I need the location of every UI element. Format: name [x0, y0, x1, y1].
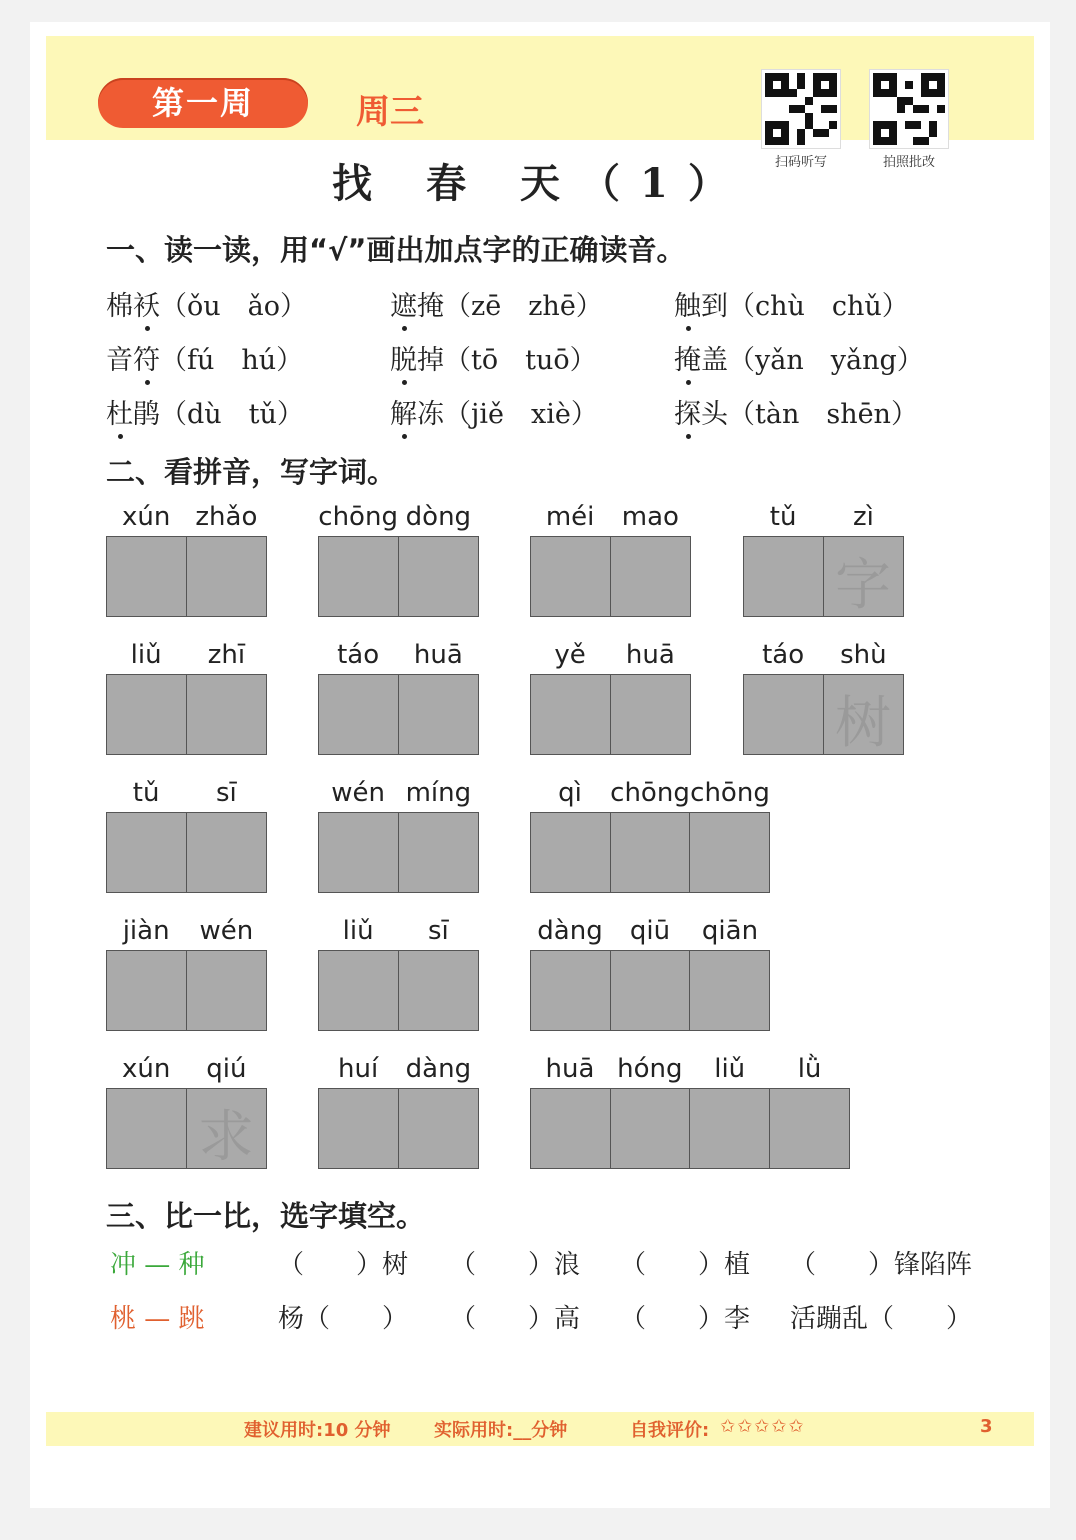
word-char: 音: [106, 345, 133, 376]
qr-photo-caption: 拍照批改: [868, 151, 950, 170]
pinyin-row: [318, 640, 479, 674]
pinyin-options: （zē zhē）: [444, 291, 603, 322]
pinyin-syllable: dàng: [405, 1054, 472, 1084]
pinyin-syllable: táo: [762, 640, 805, 670]
writing-grid-group: [106, 640, 267, 755]
section3-row: [110, 1298, 1010, 1338]
writing-grid-group: [530, 640, 691, 755]
section1-row: [106, 392, 1006, 432]
tianzige-cell[interactable]: [398, 950, 479, 1031]
word-char: 盖: [701, 345, 728, 376]
word-char: 掉: [417, 345, 444, 376]
tianzige-cell[interactable]: [398, 1088, 479, 1169]
pinyin-row: [318, 916, 479, 950]
pinyin-syllable: chōng: [318, 502, 398, 532]
pinyin-row: [106, 502, 267, 536]
pinyin-row: [530, 916, 770, 950]
pinyin-syllable: liǔ: [342, 916, 374, 946]
section1-heading: 一、读一读，用“√”画出加点字的正确读音。: [106, 233, 686, 267]
hint-character: 字: [835, 553, 891, 618]
tianzige-row: [743, 674, 904, 755]
fill-blank[interactable]: （ ）植: [620, 1250, 751, 1280]
tianzige-cell[interactable]: [610, 1088, 691, 1169]
word-char: 探: [674, 399, 701, 430]
pinyin-syllable: qiū: [629, 916, 671, 946]
writing-grid-group: [318, 502, 479, 617]
word-char: 遮: [390, 291, 417, 322]
pinyin-syllable: jiàn: [122, 916, 170, 946]
word-char: 触: [674, 291, 701, 322]
day-label: 周三: [356, 92, 424, 132]
pinyin-row: [318, 502, 479, 536]
writing-grid-group: [530, 502, 691, 617]
tianzige-cell[interactable]: [743, 674, 824, 755]
pinyin-syllable: chōng: [610, 778, 690, 808]
tianzige-cell[interactable]: [186, 812, 267, 893]
fill-blank[interactable]: 活蹦乱（ ）: [790, 1304, 973, 1334]
tianzige-row: [318, 812, 479, 893]
pinyin-choice-item[interactable]: [106, 338, 303, 377]
writing-grid-group: [318, 1054, 479, 1169]
tianzige-cell[interactable]: [530, 1088, 611, 1169]
tianzige-row: [743, 536, 904, 617]
pinyin-options: （tō tuō）: [444, 345, 597, 376]
pinyin-row: [530, 778, 770, 812]
tianzige-cell[interactable]: [530, 674, 611, 755]
pinyin-syllable: qiú: [206, 1054, 247, 1084]
fill-blank[interactable]: （ ）李: [620, 1304, 751, 1334]
tianzige-cell[interactable]: [398, 536, 479, 617]
writing-grid-group: [743, 502, 904, 617]
char-pair: 冲 — 种: [110, 1250, 205, 1280]
pinyin-syllable: zì: [852, 502, 874, 532]
tianzige-row: [530, 674, 691, 755]
pinyin-row: [743, 502, 904, 536]
tianzige-row: [318, 674, 479, 755]
pinyin-choice-item[interactable]: [390, 338, 597, 377]
rating-stars-icon[interactable]: ✩✩✩✩✩: [720, 1416, 806, 1437]
fill-blank[interactable]: （ ）高: [450, 1304, 581, 1334]
tianzige-row: [106, 1088, 267, 1169]
pinyin-options: （jiě xiè）: [444, 399, 598, 430]
pinyin-syllable: yě: [554, 640, 586, 670]
pinyin-syllable: xún: [121, 1054, 171, 1084]
word-char: 掩: [674, 345, 701, 376]
tianzige-row: [106, 950, 267, 1031]
tianzige-cell[interactable]: [823, 674, 904, 755]
pinyin-syllable: tǔ: [132, 778, 160, 808]
word-char: 冻: [417, 399, 444, 430]
word-char: 袄: [133, 291, 160, 322]
week-badge: 第一周: [98, 78, 308, 128]
section3-row: [110, 1244, 1010, 1284]
tianzige-cell[interactable]: [318, 1088, 399, 1169]
writing-grid-group: [743, 640, 904, 755]
tianzige-cell[interactable]: [823, 536, 904, 617]
pinyin-syllable: sī: [427, 916, 449, 946]
tianzige-cell[interactable]: [689, 1088, 770, 1169]
pinyin-choice-item[interactable]: [674, 338, 924, 377]
writing-grid-group: [530, 778, 770, 893]
tianzige-cell[interactable]: [530, 536, 611, 617]
pinyin-syllable: wén: [199, 916, 254, 946]
tianzige-cell[interactable]: [610, 812, 691, 893]
pinyin-syllable: chōng: [690, 778, 770, 808]
self-eval-label: 自我评价:: [630, 1420, 710, 1441]
word-char: 解: [390, 399, 417, 430]
writing-grid-group: [106, 1054, 267, 1169]
pinyin-choice-item[interactable]: [106, 392, 304, 431]
pinyin-options: （chù chǔ）: [728, 291, 909, 322]
tianzige-cell[interactable]: [398, 674, 479, 755]
tianzige-cell[interactable]: [106, 536, 187, 617]
writing-grid-group: [106, 778, 267, 893]
tianzige-row: [530, 536, 691, 617]
pinyin-syllable: huí: [338, 1054, 379, 1084]
pinyin-row: [106, 640, 267, 674]
fill-blank[interactable]: （ ）树: [278, 1250, 409, 1280]
tianzige-cell[interactable]: [318, 812, 399, 893]
pinyin-syllable: dàng: [537, 916, 603, 946]
qr-code-icon: [762, 70, 840, 148]
pinyin-row: [530, 502, 691, 536]
fill-blank[interactable]: 杨（ ）: [278, 1304, 409, 1334]
section1-row: [106, 338, 1006, 378]
pinyin-syllable: liǔ: [130, 640, 162, 670]
tianzige-cell[interactable]: [530, 812, 611, 893]
pinyin-syllable: sī: [215, 778, 237, 808]
section2-heading: 二、看拼音，写字词。: [106, 455, 397, 489]
pinyin-syllable: liǔ: [714, 1054, 746, 1084]
word-char: 头: [701, 399, 728, 430]
pinyin-row: [530, 1054, 850, 1088]
tianzige-row: [106, 536, 267, 617]
pinyin-options: （yǎn yǎng）: [728, 345, 924, 376]
suggested-time: 建议用时:10 分钟: [244, 1420, 391, 1441]
word-char: 棉: [106, 291, 133, 322]
tianzige-cell[interactable]: [610, 536, 691, 617]
tianzige-cell[interactable]: [186, 950, 267, 1031]
pinyin-syllable: qì: [558, 778, 582, 808]
tianzige-cell[interactable]: [186, 1088, 267, 1169]
pinyin-choice-item[interactable]: [674, 392, 918, 431]
section1-row: [106, 284, 1006, 324]
word-char: 杜: [106, 399, 133, 430]
worksheet-page: [30, 22, 1050, 1508]
pinyin-choice-item[interactable]: [390, 284, 603, 323]
tianzige-cell[interactable]: [106, 950, 187, 1031]
pinyin-choice-item[interactable]: [674, 284, 909, 323]
writing-grid-group: [318, 640, 479, 755]
fill-blank[interactable]: （ ）锋陷阵: [790, 1250, 973, 1280]
pinyin-options: （dù tǔ）: [160, 399, 304, 430]
tianzige-row: [530, 812, 770, 893]
pinyin-syllable: méi: [545, 502, 595, 532]
pinyin-row: [530, 640, 691, 674]
pinyin-choice-item[interactable]: [106, 284, 307, 323]
writing-grid-group: [106, 916, 267, 1031]
pinyin-syllable: wén: [331, 778, 385, 808]
word-char: 鹃: [133, 399, 160, 430]
pinyin-syllable: xún: [121, 502, 171, 532]
pinyin-syllable: mao: [621, 502, 679, 532]
writing-grid-group: [530, 916, 770, 1031]
pinyin-syllable: huā: [413, 640, 463, 670]
tianzige-cell[interactable]: [106, 674, 187, 755]
pinyin-syllable: shù: [840, 640, 887, 670]
tianzige-cell[interactable]: [186, 674, 267, 755]
qr-listen-caption: 扫码听写: [760, 151, 842, 170]
tianzige-row: [318, 950, 479, 1031]
section3-heading: 三、比一比，选字填空。: [106, 1199, 426, 1233]
pinyin-syllable: zhī: [207, 640, 246, 670]
tianzige-row: [106, 812, 267, 893]
actual-time: 实际用时:__分钟: [434, 1420, 568, 1441]
pinyin-row: [106, 1054, 267, 1088]
word-char: 脱: [390, 345, 417, 376]
tianzige-row: [318, 1088, 479, 1169]
lesson-title: 找 春 天（1）: [332, 160, 748, 207]
pinyin-syllable: huā: [545, 1054, 595, 1084]
tianzige-cell[interactable]: [689, 812, 770, 893]
tianzige-cell[interactable]: [743, 536, 824, 617]
pinyin-syllable: huā: [625, 640, 675, 670]
pinyin-syllable: qiān: [701, 916, 759, 946]
tianzige-cell[interactable]: [106, 1088, 187, 1169]
writing-grid-group: [106, 502, 267, 617]
tianzige-row: [530, 1088, 850, 1169]
pinyin-row: [106, 916, 267, 950]
pinyin-row: [743, 640, 904, 674]
tianzige-cell[interactable]: [318, 536, 399, 617]
pinyin-choice-item[interactable]: [390, 392, 598, 431]
pinyin-syllable: dòng: [405, 502, 472, 532]
pinyin-syllable: tǔ: [769, 502, 797, 532]
word-char: 符: [133, 345, 160, 376]
writing-grid-group: [530, 1054, 850, 1169]
writing-grid-group: [318, 916, 479, 1031]
char-pair: 桃 — 跳: [110, 1304, 205, 1334]
tianzige-cell[interactable]: [610, 674, 691, 755]
qr-code-icon: [870, 70, 948, 148]
pinyin-syllable: táo: [337, 640, 380, 670]
footer-band: [46, 1412, 1034, 1446]
pinyin-options: （fú hú）: [160, 345, 304, 376]
tianzige-row: [318, 536, 479, 617]
page-number: 3: [980, 1416, 993, 1437]
tianzige-cell[interactable]: [318, 674, 399, 755]
pinyin-syllable: hóng: [617, 1054, 683, 1084]
tianzige-row: [106, 674, 267, 755]
tianzige-cell[interactable]: [186, 536, 267, 617]
fill-blank[interactable]: （ ）浪: [450, 1250, 581, 1280]
tianzige-cell[interactable]: [318, 950, 399, 1031]
tianzige-cell[interactable]: [689, 950, 770, 1031]
pinyin-options: （ǒu ǎo）: [160, 291, 307, 322]
pinyin-syllable: zhǎo: [195, 502, 258, 532]
pinyin-syllable: lǜ: [797, 1054, 822, 1084]
tianzige-cell[interactable]: [610, 950, 691, 1031]
tianzige-row: [530, 950, 770, 1031]
word-char: 掩: [417, 291, 444, 322]
pinyin-row: [318, 1054, 479, 1088]
pinyin-row: [106, 778, 267, 812]
tianzige-cell[interactable]: [106, 812, 187, 893]
hint-character: 求: [198, 1105, 254, 1170]
pinyin-row: [318, 778, 479, 812]
tianzige-cell[interactable]: [530, 950, 611, 1031]
writing-grid-group: [318, 778, 479, 893]
tianzige-cell[interactable]: [398, 812, 479, 893]
hint-character: 树: [835, 691, 891, 756]
word-char: 到: [701, 291, 728, 322]
tianzige-cell[interactable]: [769, 1088, 850, 1169]
pinyin-syllable: míng: [405, 778, 472, 808]
pinyin-options: （tàn shēn）: [728, 399, 918, 430]
